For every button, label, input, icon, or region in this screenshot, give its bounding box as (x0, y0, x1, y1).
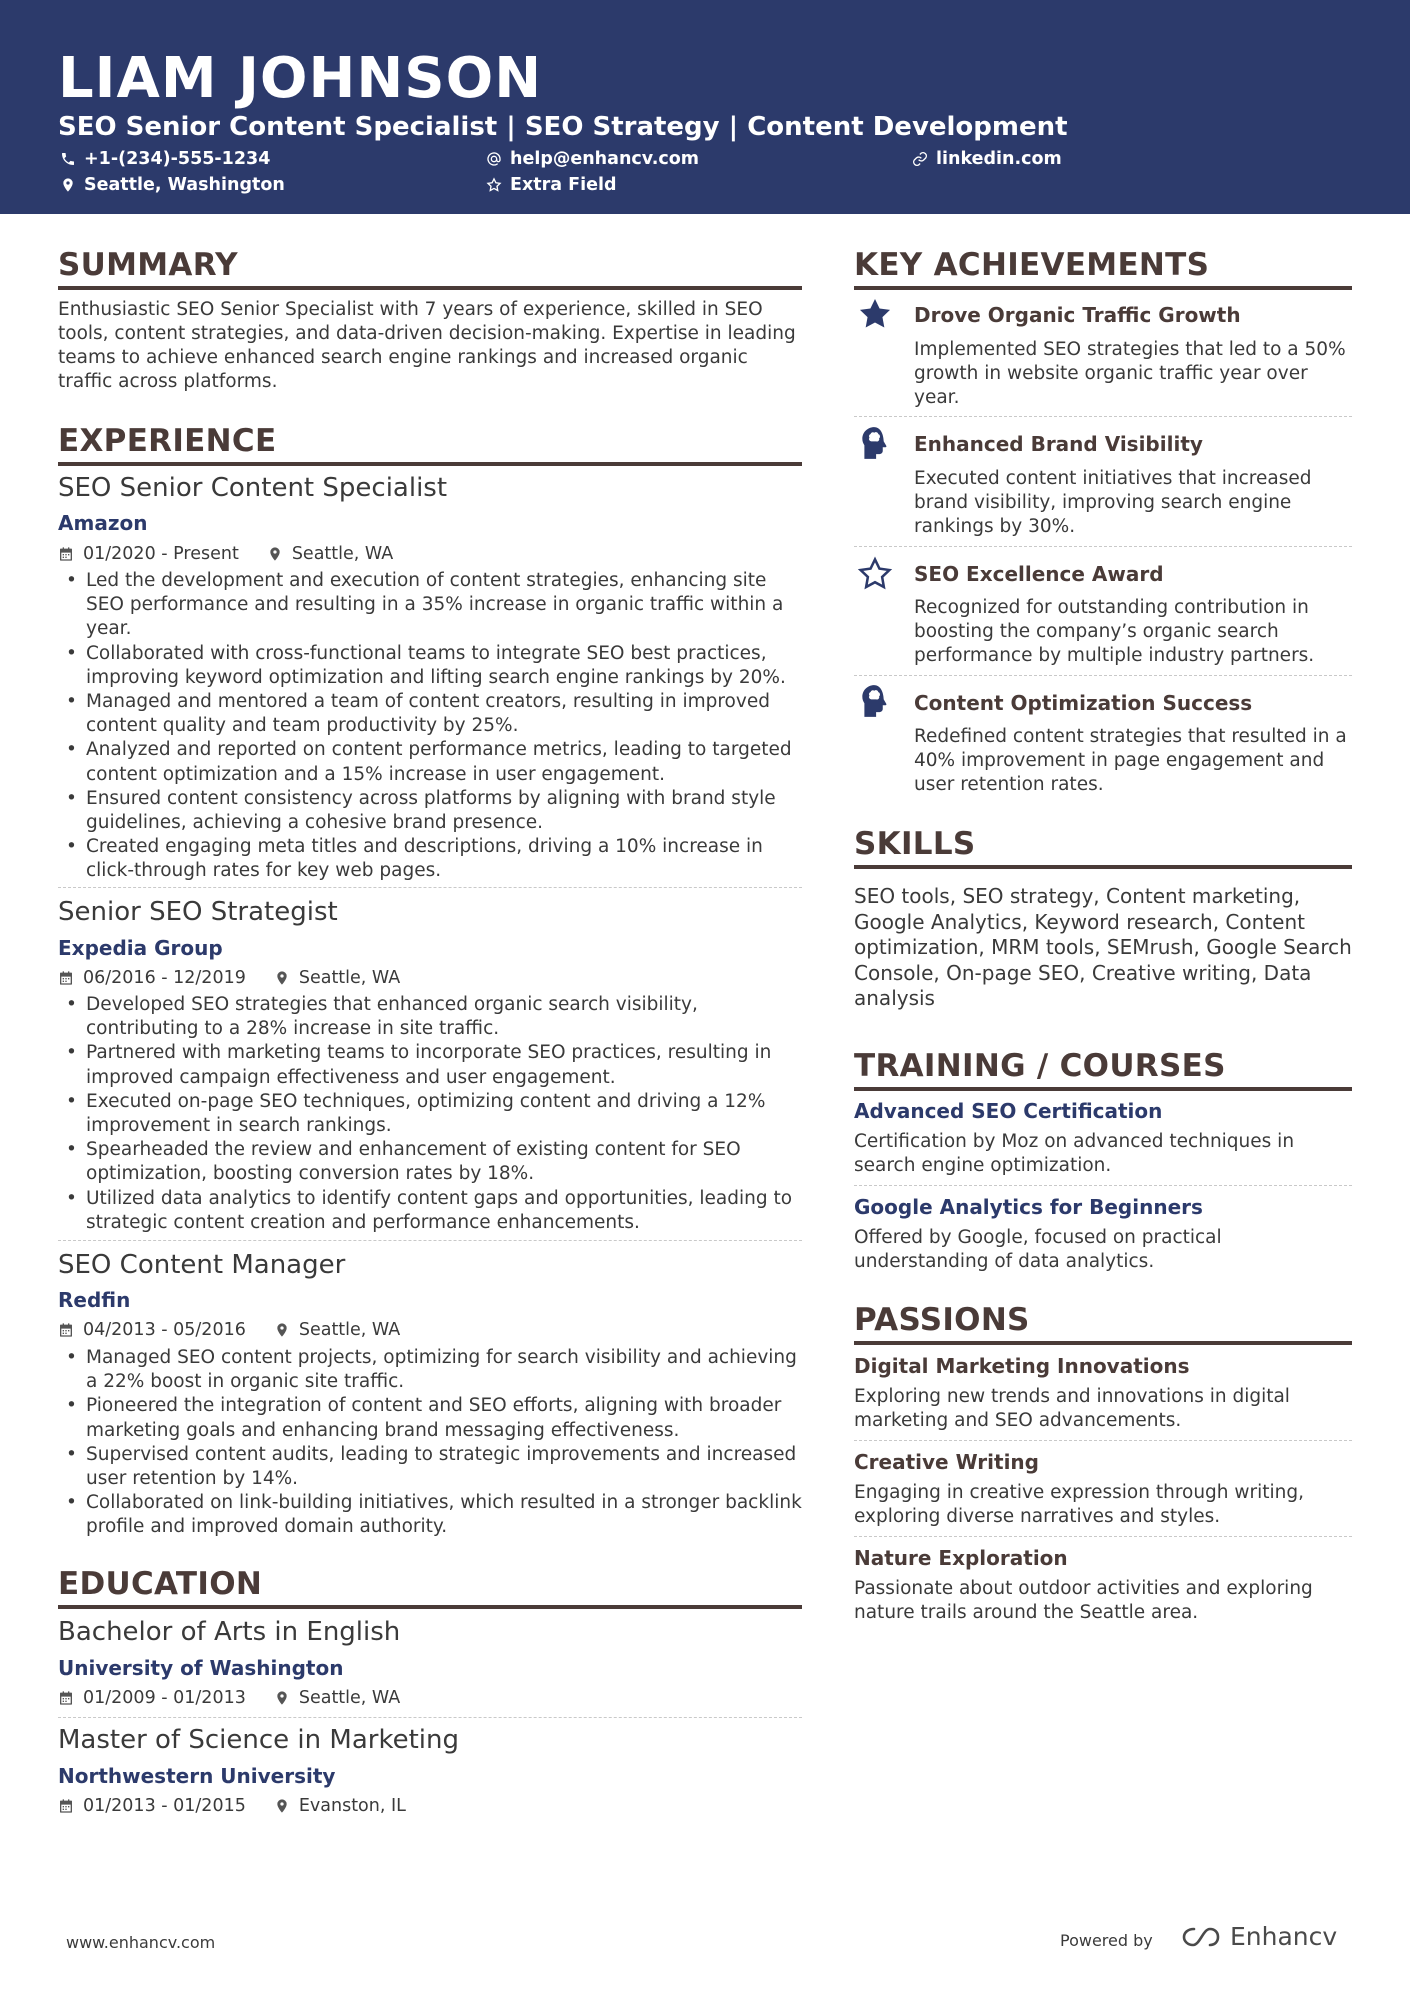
phone-text: +1-(234)-555-1234 (84, 149, 271, 169)
contact-location (60, 173, 285, 197)
experience-heading: EXPERIENCE (58, 422, 802, 466)
job-location (274, 1318, 400, 1342)
linkedin-text: linkedin.com (936, 149, 1062, 169)
job-title: SEO Senior Content Specialist (58, 473, 448, 503)
divider (58, 1717, 802, 1718)
enhancv-logo-text: Enhancv (1230, 1922, 1338, 1951)
bullet-item: • Managed and mentored a team of content creators, resulting in improved content quality and team productivity by 25%. (58, 690, 802, 738)
training-heading: TRAINING / COURSES (854, 1047, 1352, 1091)
contact-extra (486, 173, 617, 197)
achievement-desc: Executed content initiatives that increased brand visibility, improving search engine rankings by 30%. (914, 468, 1312, 538)
head-brain-icon (856, 424, 894, 462)
achievement-title: Content Optimization Success (914, 691, 1253, 715)
degree-title: Master of Science in Marketing (58, 1725, 459, 1755)
enhancv-logo[interactable] (1180, 1922, 1337, 1951)
location-pin-icon (274, 1798, 290, 1814)
passion-title: Creative Writing (854, 1450, 1039, 1474)
job-location (274, 966, 400, 990)
job-location-text: Seattle, WA (298, 1320, 401, 1340)
summary-text: Enthusiastic SEO Senior Specialist with 7 years of experience, skilled in SEO tools, content strategies, and data-driven decision-making. Expertise in leading teams to achieve enhanced search engine rankings and increased organic traffic across platforms. (58, 299, 796, 392)
enhancv-logo-icon (1180, 1923, 1224, 1951)
contact-linkedin[interactable] (912, 147, 1062, 171)
achievement-desc: Implemented SEO strategies that led to a 50% growth in website organic traffic year over year. (914, 339, 1346, 409)
location-pin-icon (274, 1322, 290, 1338)
achievement-title: SEO Excellence Award (914, 562, 1164, 586)
job-location (267, 542, 393, 566)
extra-text: Extra Field (510, 175, 617, 195)
calendar-icon (58, 970, 74, 986)
course-desc: Offered by Google, focused on practical understanding of data analytics. (854, 1227, 1222, 1272)
location-text: Seattle, Washington (84, 175, 285, 195)
at-icon (486, 151, 502, 167)
job-meta (58, 1318, 400, 1342)
job-dates: 04/2013 - 05/2016 (83, 1320, 246, 1340)
school-name: Northwestern University (58, 1764, 336, 1788)
contact-email[interactable] (486, 147, 699, 171)
divider (854, 675, 1352, 676)
job-dates: 01/2020 - Present (83, 544, 239, 564)
job-bullets (58, 569, 802, 884)
achievement-title: Drove Organic Traffic Growth (914, 303, 1241, 327)
footer-powered-by: Powered by (1060, 1931, 1153, 1950)
phone-icon (60, 151, 76, 167)
achievement-desc: Recognized for outstanding contribution in boosting the company’s organic search performance by multiple industry partners. (914, 597, 1315, 667)
location-pin-icon (274, 970, 290, 986)
education-heading: EDUCATION (58, 1565, 802, 1609)
calendar-icon (58, 1798, 74, 1814)
divider (854, 1440, 1352, 1441)
candidate-headline: SEO Senior Content Specialist | SEO Strategy | Content Development (58, 112, 1068, 142)
company-name: Expedia Group (58, 936, 223, 960)
bullet-item: • Ensured content consistency across platforms by aligning with brand style guidelines, achieving a cohesive brand presence. (58, 787, 802, 835)
education-meta (58, 1794, 406, 1818)
passion-desc: Engaging in creative expression through writing, exploring diverse narratives and styles. (854, 1482, 1305, 1527)
footer-url[interactable]: www.enhancv.com (66, 1933, 216, 1952)
passion-desc: Exploring new trends and innovations in digital marketing and SEO advancements. (854, 1386, 1290, 1431)
education-location-text: Evanston, IL (298, 1796, 406, 1816)
divider (854, 546, 1352, 547)
bullet-item: • Created engaging meta titles and descriptions, driving a 10% increase in click-through rates for key web pages. (58, 835, 802, 883)
job-bullets (58, 993, 802, 1235)
job-title: SEO Content Manager (58, 1250, 346, 1280)
education-location (274, 1794, 406, 1818)
bullet-item: • Managed SEO content projects, optimizing for search visibility and achieving a 22% boost in organic site traffic. (58, 1346, 802, 1394)
head-brain-icon (856, 682, 894, 720)
calendar-icon (58, 1322, 74, 1338)
bullet-item: • Collaborated on link-building initiatives, which resulted in a stronger backlink profile and improved domain authority. (58, 1491, 802, 1539)
job-title: Senior SEO Strategist (58, 897, 338, 927)
resume-header (0, 0, 1410, 214)
degree-title: Bachelor of Arts in English (58, 1617, 401, 1647)
course-title: Google Analytics for Beginners (854, 1195, 1203, 1219)
education-dates: 01/2009 - 01/2013 (83, 1688, 246, 1708)
contact-phone[interactable] (60, 147, 270, 171)
divider (854, 1185, 1352, 1186)
bullet-item: • Collaborated with cross-functional teams to integrate SEO best practices, improving keyword optimization and lifting search engine rankings by 20%. (58, 642, 802, 690)
bullet-item: • Supervised content audits, leading to strategic improvements and increased user retention by 14%. (58, 1443, 802, 1491)
skills-heading: SKILLS (854, 825, 1352, 869)
education-meta (58, 1686, 400, 1710)
education-dates: 01/2013 - 01/2015 (83, 1796, 246, 1816)
location-pin-icon (60, 177, 76, 193)
location-pin-icon (274, 1690, 290, 1706)
star-outline-icon (856, 555, 894, 593)
location-pin-icon (267, 546, 283, 562)
divider (854, 1536, 1352, 1537)
job-location-text: Seattle, WA (298, 968, 401, 988)
achievement-title: Enhanced Brand Visibility (914, 432, 1203, 456)
job-meta (58, 966, 400, 990)
company-name: Redfin (58, 1288, 131, 1312)
link-icon (912, 151, 928, 167)
job-bullets (58, 1346, 802, 1540)
candidate-name: LIAM JOHNSON (58, 46, 543, 111)
passion-desc: Passionate about outdoor activities and exploring nature trails around the Seattle area. (854, 1578, 1313, 1623)
job-location-text: Seattle, WA (291, 544, 394, 564)
bullet-item: • Analyzed and reported on content performance metrics, leading to targeted content optimization and a 15% increase in user engagement. (58, 738, 802, 786)
course-desc: Certification by Moz on advanced techniques in search engine optimization. (854, 1131, 1295, 1176)
star-filled-icon (856, 295, 894, 333)
divider (854, 416, 1352, 417)
achievement-desc: Redefined content strategies that resulted in a 40% improvement in page engagement and user retention rates. (914, 726, 1347, 796)
education-location-text: Seattle, WA (298, 1688, 401, 1708)
passion-title: Digital Marketing Innovations (854, 1354, 1190, 1378)
bullet-item: • Led the development and execution of content strategies, enhancing site SEO performance and resulting in a 35% increase in organic traffic within a year. (58, 569, 802, 642)
bullet-item: • Executed on-page SEO techniques, optimizing content and driving a 12% improvement in search rankings. (58, 1090, 802, 1138)
bullet-item: • Spearheaded the review and enhancement of existing content for SEO optimization, boosting conversion rates by 18%. (58, 1138, 802, 1186)
company-name: Amazon (58, 511, 148, 535)
course-title: Advanced SEO Certification (854, 1099, 1163, 1123)
passions-heading: PASSIONS (854, 1301, 1352, 1345)
job-meta (58, 542, 393, 566)
skills-text: SEO tools, SEO strategy, Content marketing, Google Analytics, Keyword research, Content optimization, MRM tools, SEMrush, Google Search Console, On-page SEO, Creative writing, Data analysis (854, 884, 1352, 1010)
calendar-icon (58, 1690, 74, 1706)
school-name: University of Washington (58, 1656, 344, 1680)
divider (58, 887, 802, 888)
bullet-item: • Utilized data analytics to identify content gaps and opportunities, leading to strategic content creation and performance enhancements. (58, 1187, 802, 1235)
summary-heading: SUMMARY (58, 246, 802, 290)
bullet-item: • Pioneered the integration of content and SEO efforts, aligning with broader marketing goals and enhancing brand messaging effectiveness. (58, 1394, 802, 1442)
calendar-icon (58, 546, 74, 562)
divider (58, 1240, 802, 1241)
education-location (274, 1686, 400, 1710)
star-outline-icon (486, 177, 502, 193)
bullet-item: • Developed SEO strategies that enhanced organic search visibility, contributing to a 28% increase in site traffic. (58, 993, 802, 1041)
bullet-item: • Partnered with marketing teams to incorporate SEO practices, resulting in improved campaign effectiveness and user engagement. (58, 1041, 802, 1089)
job-dates: 06/2016 - 12/2019 (83, 968, 246, 988)
passion-title: Nature Exploration (854, 1546, 1068, 1570)
achievements-heading: KEY ACHIEVEMENTS (854, 246, 1352, 290)
email-text: help@enhancv.com (510, 149, 700, 169)
